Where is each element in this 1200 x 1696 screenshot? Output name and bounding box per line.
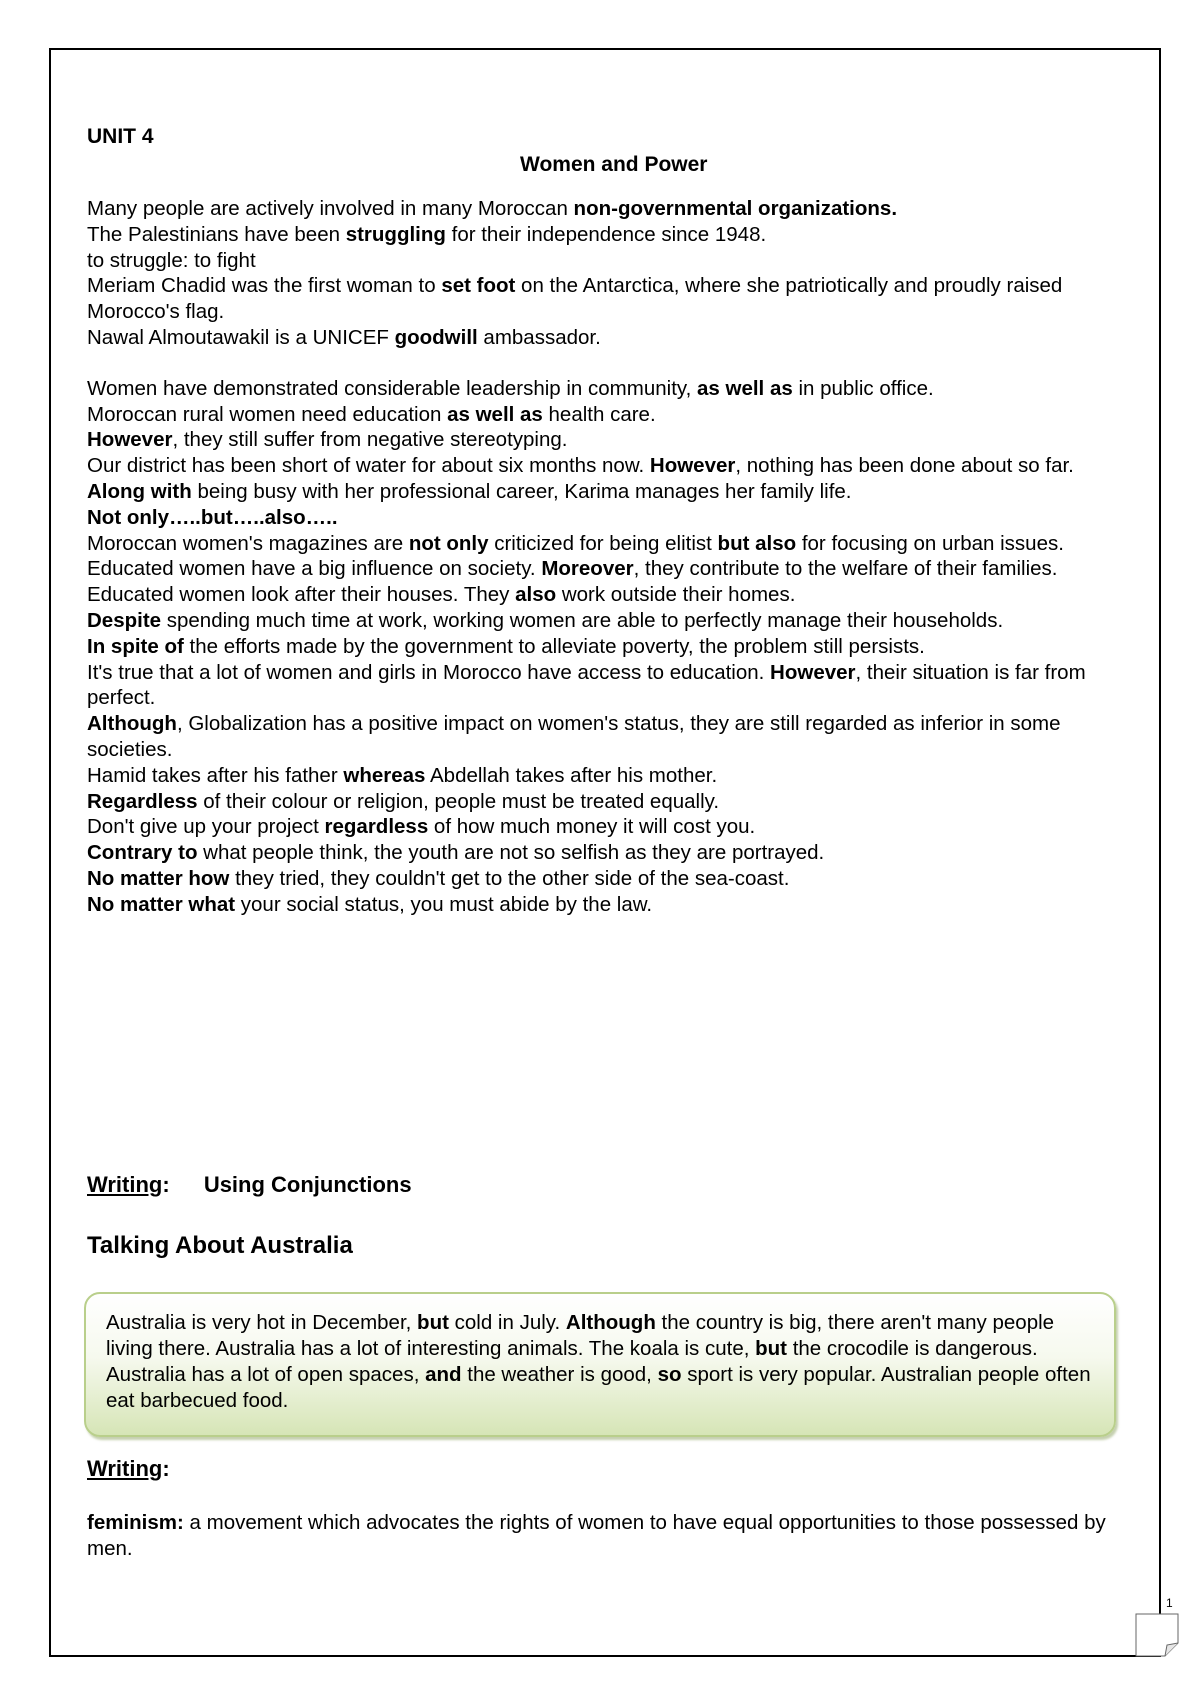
bold-keyword: whereas [343,763,426,787]
sentence-line [87,814,1117,840]
sentence-line [87,608,1117,634]
bold-keyword: Moreover [541,557,634,581]
sentence-line [87,402,1117,428]
page-curl-icon [1135,1613,1179,1657]
text-run: Our district has been short of water for about six months now. [87,454,650,478]
definition-paragraph [87,1510,1117,1562]
bold-keyword: Contrary to [87,841,198,865]
sentence-line [87,892,1117,918]
bold-keyword: and [425,1363,462,1386]
section-title: Talking About Australia [87,1232,353,1259]
page-number: 1 [1166,1596,1173,1610]
text-run: for their independence since 1948. [445,222,767,246]
sentence-line [87,273,1117,325]
sentence-line [87,248,1117,274]
bold-keyword: Although [87,712,177,736]
text-run: Australia is very hot in December, [106,1311,418,1334]
text-run: of how much money it will cost you. [428,815,756,839]
bold-keyword: struggling [345,222,446,246]
writing-heading [87,1172,412,1198]
sentence-line [87,660,1117,712]
sentence-line [87,556,1117,582]
paragraph-gap [87,351,1117,376]
sentence-line [87,325,1117,351]
text-run: to struggle: to fight [87,248,256,272]
text-run: ambassador. [477,325,601,349]
text-run: , Globalization has a positive impact on women's status, they are still regarded as inferior in some societies. [87,712,1061,761]
sentence-line [87,427,1117,453]
bold-keyword: regardless [324,815,429,839]
text-run: , they contribute to the welfare of their families. [633,557,1058,581]
text-run: Moroccan women's magazines are [87,531,409,555]
text-run: in public office. [792,376,934,400]
text-run: on the Antarctica, where she patriotically and proudly raised Morocco's flag. [87,274,1063,324]
sentence-line [87,505,1117,531]
vocabulary-block [87,196,1117,918]
sentence-line [87,582,1117,608]
example-text-box [84,1292,1116,1437]
text-run: It's true that a lot of women and girls in Morocco have access to education. [87,660,771,684]
writing-colon: : [162,1172,170,1197]
sentence-line [87,479,1117,505]
text-run: Meriam Chadid was the first woman to [87,274,442,298]
bold-keyword: but also [717,531,797,555]
main-content [87,124,1117,918]
text-run: work outside their homes. [556,583,796,607]
text-run: sport is very popular. Australian people often eat barbecued food. [106,1363,1091,1412]
bold-keyword: Along with [87,479,192,503]
sentence-line [87,789,1117,815]
definition-term: feminism: [87,1511,184,1534]
bold-keyword: but [755,1337,788,1360]
text-run: , they still suffer from negative stereotyping. [172,428,568,452]
bold-keyword: so [657,1363,682,1386]
bold-keyword: also [515,583,557,607]
bold-keyword: However [87,428,173,452]
text-run: Women have demonstrated considerable leadership in community, [87,376,698,400]
text-run: for focusing on urban issues. [796,531,1064,555]
sentence-line [87,196,1117,222]
writing-label-2: Writing [87,1456,163,1481]
text-run: , nothing has been done about so far. [735,454,1074,478]
bold-keyword: Despite [87,608,162,632]
sentence-line [87,222,1117,248]
text-run: the weather is good, [461,1363,658,1386]
writing-colon-2: : [162,1456,170,1481]
sentence-line [87,711,1117,763]
text-run: Abdellah takes after his mother. [425,763,718,787]
sentence-line [87,376,1117,402]
writing-label: Writing [87,1172,163,1197]
bold-keyword: No matter how [87,866,230,890]
text-run: Moroccan rural women need education [87,402,448,426]
vocabulary-lines [87,196,1117,351]
text-run: Educated women look after their houses. They [87,583,516,607]
text-run: of their colour or religion, people must be treated equally. [197,789,720,813]
writing-heading-2 [87,1456,170,1482]
sentence-line [87,840,1117,866]
text-run: Many people are actively involved in many Moroccan [87,197,574,220]
bold-keyword: Not only…..but…..also….. [87,505,338,529]
sentence-line [87,531,1117,557]
bold-keyword: not only [408,531,489,555]
text-run: health care. [542,402,656,426]
text-run: Nawal Almoutawakil is a UNICEF [87,325,395,349]
bold-keyword: However [649,454,736,478]
connector-lines [87,376,1117,918]
text-run: the country is big, there aren't many people living there. Australia has a lot of interesting animals. The koala is cute, [106,1311,1055,1360]
text-run: your social status, you must abide by the law. [235,892,653,916]
bold-keyword: as well as [697,376,793,400]
sentence-line [87,763,1117,789]
bold-keyword: non-governmental organizations. [573,197,898,220]
bold-keyword: goodwill [394,325,478,349]
example-paragraph [106,1310,1096,1414]
bold-keyword: Regardless [87,789,198,813]
text-run: being busy with her professional career, Karima manages her family life. [191,479,852,503]
page-title: Women and Power [520,153,708,176]
bold-keyword: as well as [447,402,543,426]
bold-keyword: However [770,660,856,684]
text-run: the crocodile is dangerous. Australia has a lot of open spaces, [106,1337,1038,1386]
text-run: Hamid takes after his father [87,763,344,787]
text-run: cold in July. [448,1311,566,1334]
bold-keyword: No matter what [87,892,236,916]
bold-keyword: Although [565,1311,656,1334]
writing-topic: Using Conjunctions [203,1172,412,1197]
sentence-line [87,453,1117,479]
text-run: criticized for being elitist [488,531,718,555]
definition-text: a movement which advocates the rights of women to have equal opportunities to those possessed by men. [87,1511,1106,1560]
text-run: spending much time at work, working women are able to perfectly manage their households. [161,608,1004,632]
text-run: what people think, the youth are not so selfish as they are portrayed. [197,841,825,865]
text-run: The Palestinians have been [87,222,346,246]
sentence-line [87,866,1117,892]
unit-label: UNIT 4 [87,125,154,148]
bold-keyword: In spite of [87,634,184,658]
text-run: , their situation is far from perfect. [87,660,1086,710]
text-run: they tried, they couldn't get to the other side of the sea-coast. [229,866,790,890]
sentence-line [87,634,1117,660]
bold-keyword: set foot [441,274,516,298]
text-run: Educated women have a big influence on society. [87,557,542,581]
text-run: the efforts made by the government to alleviate poverty, the problem still persists. [183,634,925,658]
bold-keyword: but [417,1311,449,1334]
text-run: Don't give up your project [87,815,325,839]
